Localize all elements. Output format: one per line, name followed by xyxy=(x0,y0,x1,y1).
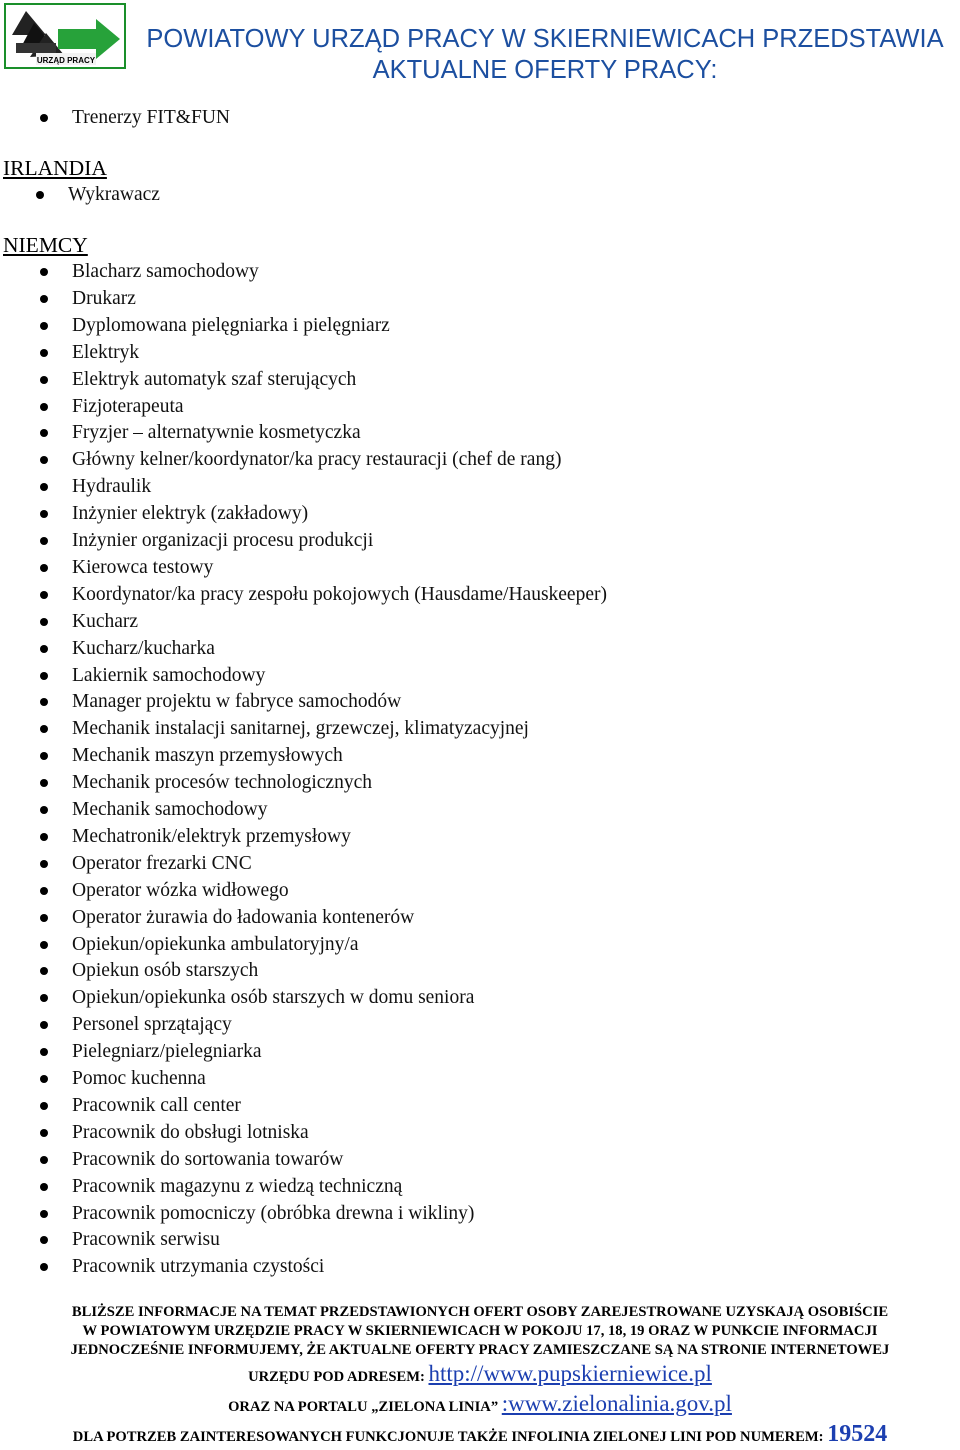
bullet-icon xyxy=(40,860,48,868)
footer-info-line3: JEDNOCZEŚNIE INFORMUJEMY, ŻE AKTUALNE OFERTY PRACY ZAMIESZCZANE SĄ NA STRONIE INTERNETOWEJ xyxy=(70,1342,890,1358)
section-heading-niemcy: NIEMCY xyxy=(3,233,88,257)
footer-info-line2: W POWIATOWYM URZĘDZIE PRACY W SKIERNIEWICACH W POKOJU 17, 18, 19 ORAZ W PUNKCIE INFORMACJI xyxy=(82,1323,878,1339)
page-title-line2: AKTUALNE OFERTY PRACY: xyxy=(372,56,718,84)
bullet-icon xyxy=(40,564,48,572)
section-heading-irlandia: IRLANDIA xyxy=(3,156,107,180)
bullet-icon xyxy=(36,191,44,199)
infolinia-number: 19524 xyxy=(827,1421,888,1447)
zielona-linia-link[interactable]: :www.zielonalinia.gov.pl xyxy=(501,1391,732,1416)
bullet-icon xyxy=(40,1183,48,1191)
bullet-icon xyxy=(40,618,48,626)
bullet-icon xyxy=(40,752,48,760)
footer-info-line5: ORAZ NA PORTALU „ZIELONA LINIA” :www.zielonalinia.gov.pl xyxy=(228,1391,732,1416)
bullet-icon xyxy=(40,887,48,895)
bullet-icon xyxy=(40,806,48,814)
bullet-icon xyxy=(40,1021,48,1029)
bullet-icon xyxy=(40,456,48,464)
bullet-icon xyxy=(40,1156,48,1164)
bullet-icon xyxy=(40,994,48,1002)
bullet-icon xyxy=(40,725,48,733)
bullet-icon xyxy=(40,1236,48,1244)
bullet-icon xyxy=(40,295,48,303)
bullet-icon xyxy=(40,114,48,122)
bullet-icon xyxy=(40,1263,48,1271)
bullet-icon xyxy=(40,322,48,330)
bullet-icon xyxy=(40,672,48,680)
logo-text: URZĄD PRACY xyxy=(36,56,96,65)
bullet-icon xyxy=(40,1210,48,1218)
bullet-icon xyxy=(40,1102,48,1110)
bullet-icon xyxy=(40,1048,48,1056)
bullet-icon xyxy=(40,349,48,357)
bullet-icon xyxy=(40,914,48,922)
bullet-icon xyxy=(40,268,48,276)
bullet-icon xyxy=(40,1075,48,1083)
bullet-icon xyxy=(40,483,48,491)
footer-info-line6: DLA POTRZEB ZAINTERESOWANYCH FUNKCJONUJE TAKŻE INFOLINIA ZIELONEJ LINI POD NUMEREM: 19524 xyxy=(72,1421,888,1447)
bullet-icon xyxy=(40,403,48,411)
bullet-icon xyxy=(40,779,48,787)
footer-info-line4: URZĘDU POD ADRESEM: http://www.pupskierniewice.pl xyxy=(248,1361,712,1386)
bullet-icon xyxy=(40,941,48,949)
pup-website-link[interactable]: http://www.pupskierniewice.pl xyxy=(428,1361,712,1386)
bullet-icon xyxy=(40,510,48,518)
bullet-icon xyxy=(40,967,48,975)
bullet-icon xyxy=(40,833,48,841)
footer-info-line1: BLIŻSZE INFORMACJE NA TEMAT PRZEDSTAWIONYCH OFERT OSOBY ZAREJESTROWANE UZYSKAJĄ OSOBIŚCIE xyxy=(71,1304,889,1320)
bullet-icon xyxy=(40,376,48,384)
bullet-icon xyxy=(40,429,48,437)
page-title-line1: POWIATOWY URZĄD PRACY W SKIERNIEWICACH PRZEDSTAWIA xyxy=(146,25,944,53)
bullet-icon xyxy=(40,1129,48,1137)
bullet-icon xyxy=(40,645,48,653)
urzad-pracy-logo xyxy=(4,3,126,69)
bullet-icon xyxy=(40,591,48,599)
bullet-icon xyxy=(40,698,48,706)
bullet-icon xyxy=(40,537,48,545)
